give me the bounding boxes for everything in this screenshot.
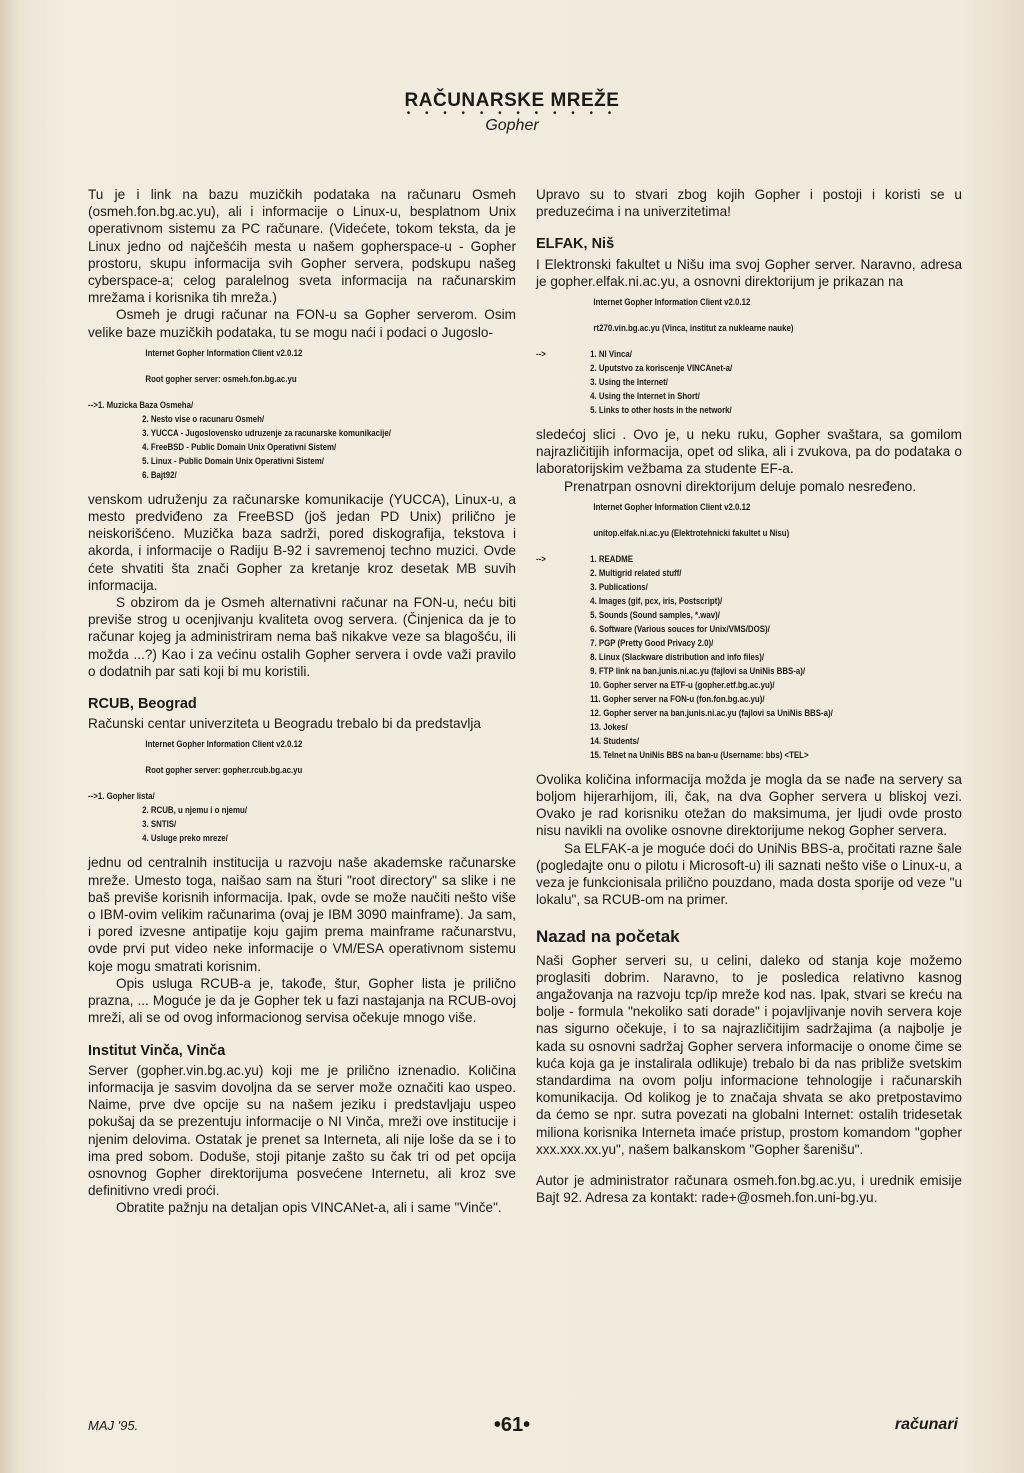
- gopher-server-line: rt270.vin.bg.ac.yu (Vinca, institut za nuklearne nauke): [593, 323, 794, 335]
- gopher-listing-elfak: [536, 501, 962, 763]
- gopher-menu-item: 11. Gopher server na FON-u (fon.fon.bg.ac.yu)/: [590, 693, 765, 705]
- gopher-menu: [536, 348, 962, 418]
- gopher-menu-item: 8. Linux (Slackware distribution and info files)/: [590, 651, 765, 663]
- paragraph: Osmeh je drugi računar na FON-u sa Gopher serverom. Osim velike baze muzičkih podataka, tu se mogu naći i podaci o Jugoslo-: [88, 307, 516, 340]
- paragraph: sledećoj slici . Ovo je, u neku ruku, Gopher svaštara, sa gomilom najrazličitijih informacija, opet od slika, ali i zvukova, pa do podataka o laboratorijskim vežbama za studente EF-a.: [536, 427, 962, 477]
- gopher-menu: [536, 553, 962, 763]
- gopher-menu-item: 1. README: [590, 553, 633, 565]
- gopher-menu-item: 6. Software (Various souces for Unix/VMS/DOS)/: [590, 623, 770, 635]
- gopher-menu: [88, 399, 516, 483]
- gopher-listing-rcub: [88, 738, 516, 846]
- gopher-menu-item: 4. Using the Internet in Short/: [590, 391, 700, 403]
- gopher-menu-item: 2. RCUB, u njemu i o njemu/: [142, 805, 248, 817]
- title-dots: • • • • • • • • • • • •: [406, 108, 618, 119]
- paragraph: Sa ELFAK-a je moguće doći do UniNis BBS-a, pročitati razne šale (pogledajte onu o pilotu i Microsoft-u) ili saznati nešto više o Linux-u, a veza je funkcionisala prilično pouzdano, mada dosta sporije od veze "u lokalu", sa RCUB-om na primer.: [536, 840, 962, 908]
- gopher-menu: [88, 790, 516, 846]
- paragraph: I Elektronski fakultet u Nišu ima svoj Gopher server. Naravno, adresa je gopher.elfak.ni.ac.yu, a osnovni direktorijum je prikazan na: [536, 256, 962, 289]
- page-footer: [0, 1414, 1024, 1444]
- gopher-menu-row: [88, 790, 439, 804]
- gopher-menu-item: 12. Gopher server na ban.junis.ni.ac.yu (fajlovi sa UniNis BBS-a)/: [590, 707, 833, 719]
- gopher-menu-item: 3. Using the Internet/: [590, 377, 668, 389]
- paragraph: Tu je i link na bazu muzičkih podataka na računaru Osmeh (osmeh.fon.bg.ac.yu), ali i informacije o Linux-u, besplatnom Unix operativnom sistemu za PC računare. (Videćete, tokom teksta, da je Linux jedno od najčešćih mesta u našem gopherspace-u - Gopher prostoru, skupu informacija svih Gopher servera, podskupu našeg cyberspace-a; celog paralelnog sveta informacija na računarskim mrežama i korisnika tih mreža.): [88, 187, 516, 306]
- gopher-arrow: -->: [536, 349, 546, 361]
- author-note: Autor je administrator računara osmeh.fon.bg.ac.yu, i urednik emisije Bajt 92. Adresa za kontakt: rade+@osmeh.fon.uni-bg.yu.: [536, 1173, 962, 1206]
- gopher-menu-item: 4. Images (gif, pcx, iris, Postscript)/: [590, 595, 723, 607]
- subheading-rcub: RCUB, Beograd: [88, 696, 197, 713]
- gopher-listing-osmeh: [88, 347, 516, 483]
- subheading-vinca: Institut Vinča, Vinča: [88, 1042, 226, 1059]
- gopher-menu-item: 2. Multigrid related stuff/: [590, 567, 682, 579]
- gopher-menu-row: [536, 553, 885, 567]
- gopher-server-line: unitop.elfak.ni.ac.yu (Elektrotehnicki fakultet u Nisu): [593, 527, 790, 539]
- subheading-elfak: ELFAK, Niš: [536, 236, 615, 253]
- paragraph: Server (gopher.vin.bg.ac.yu) koji me je prilično iznenadio. Količina informacija je sasvim dovoljna da se server može označiti kao uspeo. Naime, prve dve opcije su na našem jeziku i predstavljaju uspeo pokušaj da se prezentuju informacije o NI Vinča, mreži ove institucije i njenim delovima. Ostatak je prenet sa Interneta, ali nije loše da se i to ima pred sobom. Doduše, stoji pitanje zašto su čak tri od pet opcija osnovnog Gopher direktorijuma posvećene Internetu, ali kroz sve definitivno vredi proći.: [88, 1062, 516, 1199]
- gopher-menu-item: 9. FTP link na ban.junis.ni.ac.yu (fajlovi sa UniNis BBS-a)/: [590, 665, 806, 677]
- gopher-menu-item: 14. Students/: [590, 735, 640, 747]
- gopher-menu-item: 4. Usluge preko mreze/: [142, 833, 228, 845]
- gopher-menu-item: 4. FreeBSD - Public Domain Unix Operativni Sistem/: [142, 441, 337, 453]
- section-title: RAČUNARSKE MREŽE: [404, 90, 620, 111]
- gopher-menu-item: 3. Publications/: [590, 581, 648, 593]
- paragraph: Naši Gopher serveri su, u celini, daleko od stanja koje možemo proglasiti dobrim. Naravno, to je posledica relativno kasnog angažovanja na razvoju tcp/ip mreže kod nas. Ipak, stvari se kreću na bolje - formula "nekoliko sati dorade" i pojavljivanje novih servera koje nas sigurno očekuje, i to sa najrazličitijim sadržajima (a najbolje je kada su osnovni sadržaj Gopher servera informacije o onome čime se kuća koja ga je instalirala odlikuje) trebalo bi da nas približe svetskim standardima na ovom polju informacione tehnologije i računarskih komunikacija. Od kolikog je to značaja shvata se ako pretpostavimo da ćemo se npr. sutra povezati na globalni Internet: ostalih tridesetak miliona korisnika Interneta imaće pristup, prostom komandom "gopher xxx.xxx.xx.yu", našem balkanskom "Gopher šarenišu".: [536, 952, 962, 1157]
- gopher-menu-item: 1. Muzicka Baza Osmeha/: [97, 399, 194, 411]
- gopher-arrow: -->: [88, 791, 98, 803]
- paragraph: S obzirom da je Osmeh alternativni računar na FON-u, neću biti previše strog u ocenjivanju kvaliteta ovog servera. (Činjenica da je to računar kojeg ja administriram nema baš nikakve veze sa blagošću, ili možda ...?) Kao i za većinu ostalih Gopher servera i ovde važi pravilo o dodatnih par sati koji bi mu koristili.: [88, 595, 516, 679]
- paragraph: Prenatrpan osnovni direktorijum deluje pomalo nesređeno.: [564, 478, 917, 494]
- paragraph: venskom udruženju za računarske komunikacije (YUCCA), Linux-u, a mesto predviđeno za FreeBSD (još jedan PD Unix) prilično je neiskorišćeno. Muzička baza sadrži, pored diskografija, tekstova i akorda, i informacije o Radiju B-92 i savremenoj techno muzici. Ovde ćete shvatiti šta znači Gopher za kretanje kroz desetak MB suvih informacija.: [88, 491, 516, 593]
- issue-date: MAJ '95.: [88, 1418, 139, 1433]
- gopher-menu-item: 5. Links to other hosts in the network/: [590, 405, 732, 417]
- gopher-menu-item: 3. YUCCA - Jugoslovensko udruzenje za racunarske komunikacije/: [142, 427, 391, 439]
- gopher-menu-item: 7. PGP (Pretty Good Privacy 2.0)/: [590, 637, 714, 649]
- paragraph: Upravo su to stvari zbog kojih Gopher i postoji i koristi se u preduzećima i na univerzitetima!: [536, 187, 962, 220]
- gopher-menu-item: 2. Nesto vise o racunaru Osmeh/: [142, 413, 265, 425]
- gopher-menu-item: 1. NI Vinca/: [590, 349, 632, 361]
- right-column: [536, 186, 962, 1207]
- subheading-nazad: Nazad na početak: [536, 927, 680, 947]
- gopher-menu-item: 15. Telnet na UniNis BBS na ban-u (Username: bbs) <TEL>: [590, 749, 809, 761]
- gopher-client-header: Internet Gopher Information Client v2.0.12: [145, 347, 303, 359]
- article-subtitle: Gopher: [485, 117, 539, 134]
- article-header: [0, 90, 1024, 135]
- gopher-menu-item: 6. Bajt92/: [142, 469, 177, 481]
- gopher-client-header: Internet Gopher Information Client v2.0.12: [593, 297, 751, 309]
- gopher-menu-item: 2. Uputstvo za koriscenje VINCAnet-a/: [590, 363, 733, 375]
- paragraph: Računski centar univerziteta u Beogradu trebalo bi da predstavlja: [88, 716, 481, 732]
- paragraph: jednu od centralnih institucija u razvoju naše akademske računarske mreže. Umesto toga, naišao sam na šturi "root directory" sa slike i ne baš previše korisnih informacija. Ipak, ovde se može naučiti nešto više o IBM-ovim velikim računarima (ovaj je IBM 3090 mainframe). Ja sam, i pored izvesne antipatije koju gajim prema mainframe računarstvu, ovde prvi put video neke informacije o VM/ESA operativnom sistemu koje mogu smatrati korisnim.: [88, 855, 516, 974]
- paragraph: Ovolika količina informacija možda je mogla da se nađe na servery sa boljom hijerarhijom, ili, čak, na dva Gopher servera u bliskoj vezi. Ovako je rad korisniku otežan do maksimuma, jer ljudi ovde prosto nisu navikli na ovolike osnovne direktorijume nekog Gopher servera.: [536, 771, 962, 839]
- gopher-arrow: -->: [536, 553, 546, 565]
- gopher-menu-row: [536, 348, 885, 362]
- gopher-menu-item: 5. Sounds (Sound samples, *.wav)/: [590, 609, 720, 621]
- gopher-server-line: Root gopher server: gopher.rcub.bg.ac.yu: [145, 765, 303, 777]
- gopher-server-line: Root gopher server: osmeh.fon.bg.ac.yu: [145, 373, 297, 385]
- left-column: [88, 186, 516, 1217]
- page-number: •61•: [493, 1414, 531, 1436]
- gopher-menu-item: 3. SNTIS/: [142, 819, 177, 831]
- gopher-menu-item: 1. Gopher lista/: [97, 791, 155, 803]
- gopher-listing-vinca: [536, 296, 962, 418]
- gopher-menu-item: 5. Linux - Public Domain Unix Operativni Sistem/: [142, 455, 324, 467]
- gopher-menu-row: [88, 399, 439, 413]
- paragraph: Opis usluga RCUB-a je, takođe, štur, Gopher lista je prilično prazna, ... Moguće je da je Gopher tek u fazi nastajanja na RCUB-ovoj mreži, ali se od ovog informacionog servisa očekuje mnogo više.: [88, 975, 516, 1026]
- gopher-client-header: Internet Gopher Information Client v2.0.12: [145, 739, 303, 751]
- gopher-menu-item: 10. Gopher server na ETF-u (gopher.etf.bg.ac.yu)/: [590, 679, 775, 691]
- gopher-client-header: Internet Gopher Information Client v2.0.12: [593, 501, 751, 513]
- magazine-name: računari: [894, 1416, 958, 1433]
- gopher-arrow: -->: [88, 399, 98, 411]
- gopher-menu-item: 13. Jokes/: [590, 721, 628, 733]
- paragraph: Obratite pažnju na detaljan opis VINCANet-a, ali i same "Vinče".: [116, 1200, 502, 1216]
